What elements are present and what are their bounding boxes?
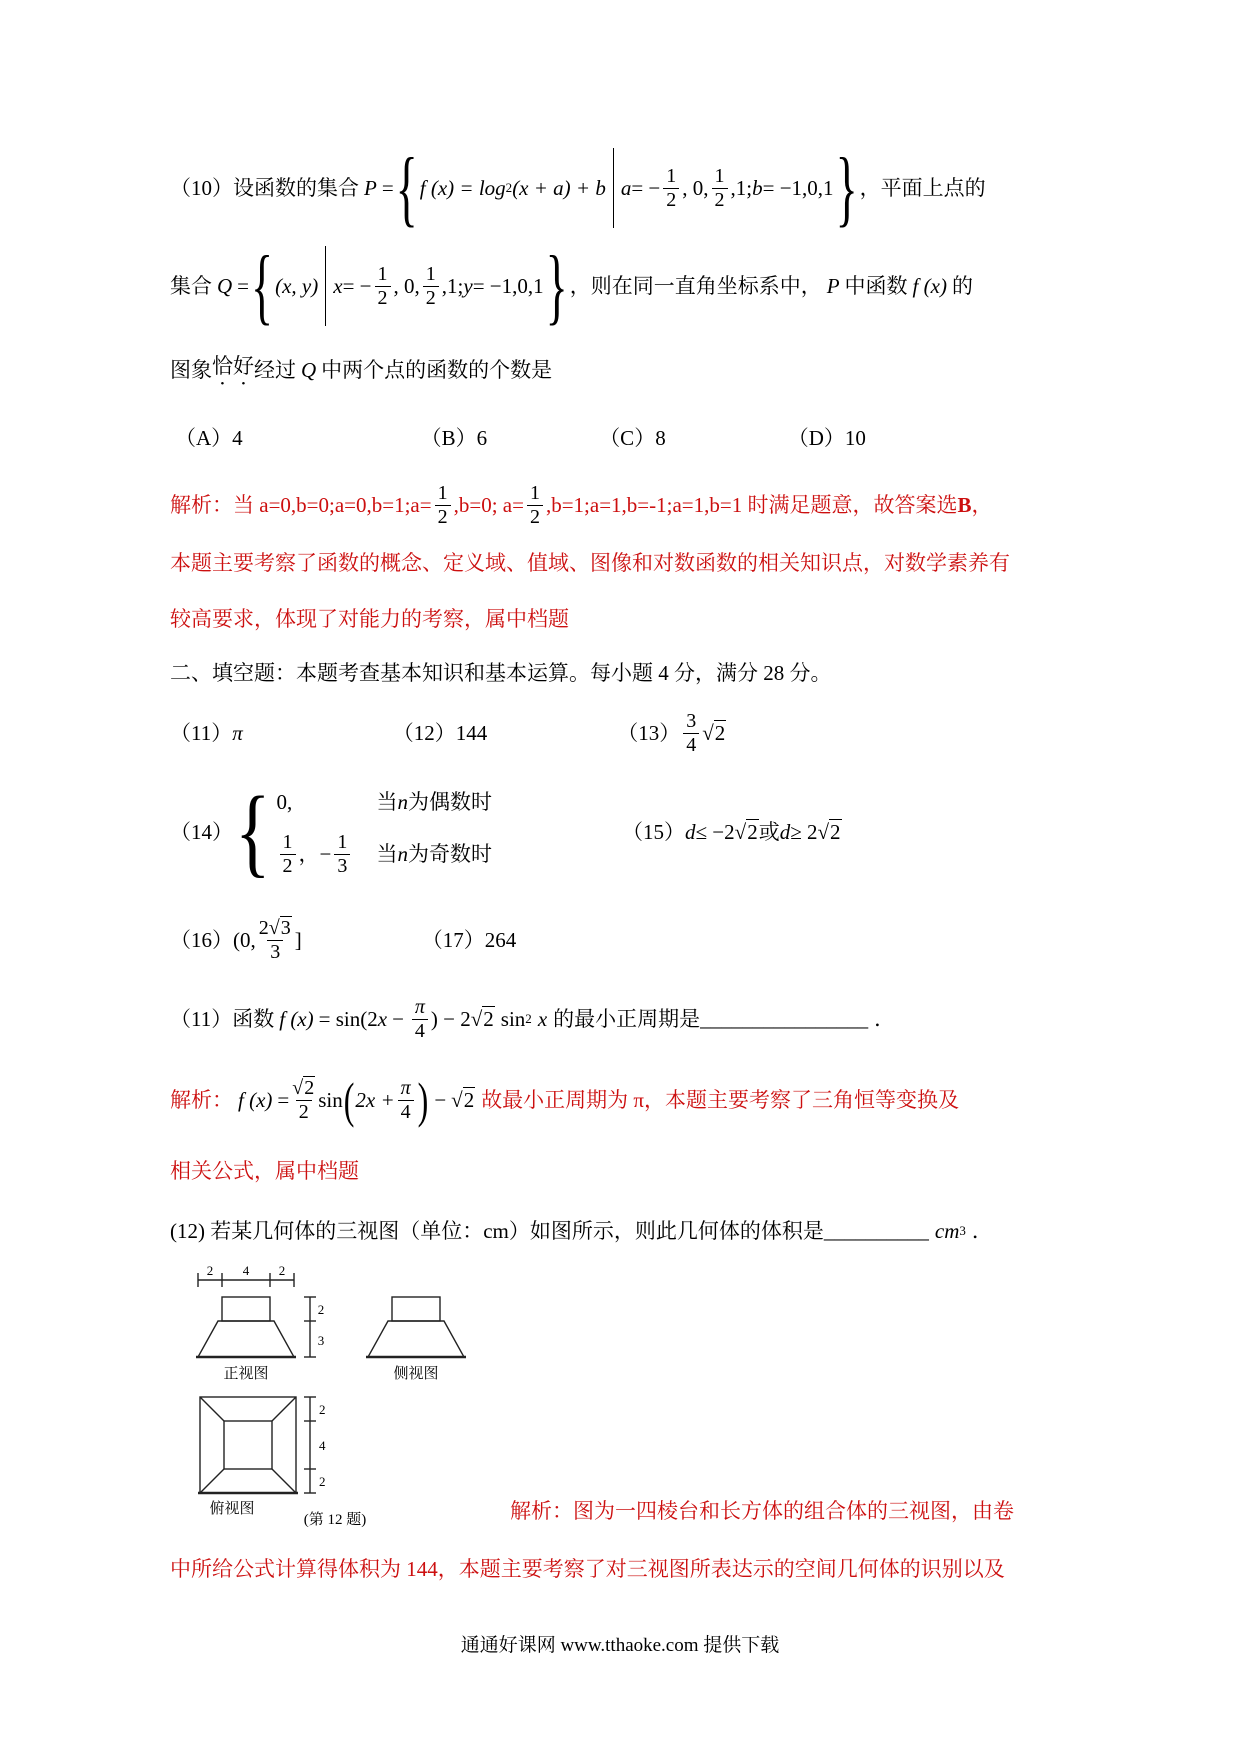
equals-sign: = bbox=[277, 1087, 290, 1112]
sqrt-2: √2 bbox=[451, 1087, 475, 1112]
fraction-one-half: $\frac{1}{2}$ bbox=[375, 263, 391, 309]
q12-analysis-line1: 解析：图为一四棱台和长方体的组合体的三视图，由卷 bbox=[510, 1499, 1014, 1523]
answer-12: （12）144 bbox=[392, 720, 488, 745]
minus-sign: − bbox=[434, 1087, 447, 1112]
answer-16-label: （16） bbox=[170, 927, 233, 952]
front-view-drawing bbox=[196, 1273, 316, 1357]
a-equals: = − bbox=[631, 175, 661, 200]
q10-line3-tail: 中两个点的函数的个数是 bbox=[321, 357, 553, 382]
analysis-text: ,b=0; a= bbox=[453, 492, 524, 517]
fraction-three-fourths: $\frac{3}{4}$ bbox=[683, 710, 699, 756]
var-P: P bbox=[364, 175, 377, 200]
q11-tail: 的最小正周期是 bbox=[553, 1006, 701, 1031]
analysis-text: 解析：当 a=0,b=0;a=0,b=1;a= bbox=[170, 492, 432, 517]
set-builder-bar bbox=[325, 246, 326, 326]
var-Q: Q bbox=[301, 357, 317, 382]
fx-notation: f (x) bbox=[279, 1006, 314, 1031]
sqrt-2: √2 bbox=[734, 819, 758, 844]
inner-expression: 2x + bbox=[355, 1087, 395, 1112]
q10-line1 bbox=[170, 139, 1085, 235]
top-view-label: 俯视图 bbox=[209, 1501, 255, 1517]
q10-line3-mid: 经过 bbox=[254, 357, 296, 382]
q10-line1-tail: ，平面上点的 bbox=[859, 175, 986, 200]
fx-notation: f (x) bbox=[912, 273, 947, 298]
dim-label: 2 bbox=[319, 1474, 326, 1489]
sqrt-2: √2 bbox=[702, 720, 726, 745]
fraction-one-half: $\frac{1}{2}$ bbox=[280, 831, 296, 877]
side-view-label: 侧视图 bbox=[393, 1366, 439, 1382]
three-view-diagram bbox=[170, 1262, 1085, 1530]
q10-line3 bbox=[170, 354, 1085, 386]
figure-caption: (第 12 题) bbox=[303, 1512, 367, 1528]
sqrt-2: √2 bbox=[817, 819, 841, 844]
option-d: （D）10 bbox=[787, 425, 866, 450]
q10-line2-tail2: 的 bbox=[951, 273, 973, 298]
analysis-text: ,b=1;a=1,b=-1;a=1,b=1 时满足题意，故答案选 bbox=[545, 492, 958, 517]
fraction-one-half: $\frac{1}{2}$ bbox=[712, 165, 728, 211]
point-xy: (x, y) bbox=[275, 273, 319, 298]
unit-cm: cm bbox=[934, 1218, 960, 1243]
fraction-root2-over-2: $\frac{√2}{2}$ bbox=[292, 1077, 315, 1123]
answer-16-open: (0, bbox=[233, 927, 256, 952]
dim-label: 4 bbox=[319, 1438, 326, 1453]
var-x: x bbox=[377, 1006, 388, 1031]
analysis-text: 故最小正周期为 π，本题主要考察了三角恒等变换及 bbox=[481, 1087, 960, 1112]
sin-exponent: 2 bbox=[525, 1010, 532, 1026]
fraction-one-half: $\frac{1}{2}$ bbox=[435, 482, 451, 528]
sqrt-2: √2 bbox=[292, 1077, 315, 1100]
set-builder-bar bbox=[613, 148, 614, 228]
q10-analysis-line2: 本题主要考察了函数的概念、定义域、值域、图像和对数函数的相关知识点，对数学素养有 bbox=[170, 551, 1010, 575]
answer-letter: B bbox=[957, 492, 972, 517]
q11-head: = sin(2 bbox=[318, 1006, 378, 1031]
q10-intro-text: （10）设函数的集合 bbox=[170, 175, 359, 200]
answer-blank: __________ bbox=[823, 1218, 929, 1243]
var-y: y bbox=[463, 273, 473, 298]
var-d: d bbox=[685, 819, 696, 844]
case-even-condition: 当n为偶数时 bbox=[376, 789, 493, 814]
front-view-dimensions bbox=[207, 1263, 325, 1348]
y-values: = −1,0,1 bbox=[472, 273, 544, 298]
option-a: （A）4 bbox=[175, 425, 243, 450]
period-mark: ． bbox=[874, 1006, 896, 1031]
emphasized-text: 恰好 bbox=[212, 353, 254, 378]
case-odd-value bbox=[277, 831, 377, 877]
case-odd-condition: 当n为奇数时 bbox=[376, 842, 493, 866]
answer-11-label: （11） bbox=[170, 720, 233, 745]
top-view-drawing bbox=[198, 1397, 316, 1493]
analysis-label: 解析： bbox=[170, 1087, 233, 1112]
var-b: b bbox=[752, 175, 763, 200]
var-d: d bbox=[779, 819, 791, 844]
fraction-2root3-over-3: 2 √3 3 bbox=[258, 917, 291, 963]
q12-text: (12) 若某几何体的三视图（单位：cm）如图所示，则此几何体的体积是 bbox=[170, 1218, 824, 1243]
right-brace: } bbox=[545, 237, 568, 333]
answers-row-2 bbox=[170, 768, 1085, 896]
answer-15-or: 或 bbox=[758, 819, 780, 844]
case-odd-sep: ，− bbox=[298, 842, 332, 866]
right-paren: ) bbox=[417, 1072, 429, 1128]
answer-11-value: π bbox=[232, 720, 243, 745]
q10-set-q-intro: 集合 bbox=[170, 273, 212, 298]
q12-line bbox=[170, 1214, 1085, 1248]
q10-analysis-line1 bbox=[170, 470, 1085, 540]
var-x: x bbox=[333, 273, 343, 298]
case-odd bbox=[277, 831, 493, 877]
x-equals: = − bbox=[342, 273, 372, 298]
b-values: = −1,0,1 bbox=[762, 175, 834, 200]
left-brace: { bbox=[395, 139, 418, 235]
fraction-pi-fourth: $\frac{\pi}{4}$ bbox=[398, 1077, 414, 1123]
section-2-header: 二、填空题：本题考查基本知识和基本运算。每小题 4 分，满分 28 分。 bbox=[170, 661, 832, 685]
x-list-mid: , 0, bbox=[393, 273, 420, 298]
q10-line2 bbox=[170, 237, 1085, 333]
unit-exponent: 3 bbox=[959, 1222, 966, 1238]
answer-14-label: （14） bbox=[170, 819, 233, 844]
q11-label: （11）函数 bbox=[170, 1006, 275, 1031]
q10-function-args: (x + a) + b bbox=[512, 175, 606, 200]
answer-15-label: （15） bbox=[622, 819, 686, 844]
var-a: a bbox=[620, 175, 632, 200]
log-base: 2 bbox=[505, 179, 513, 195]
page-footer: 通通好课网 www.tthaoke.com 提供下载 bbox=[460, 1635, 780, 1656]
fraction-one-half: $\frac{1}{2}$ bbox=[663, 165, 679, 211]
q11-analysis-line1 bbox=[170, 1064, 1085, 1136]
cases-brace: { bbox=[235, 776, 271, 888]
case-even bbox=[277, 787, 493, 817]
answers-row-1 bbox=[170, 704, 1085, 762]
q10-function-def: f (x) = log bbox=[419, 175, 506, 200]
q10-line2-mid: 中函数 bbox=[844, 273, 908, 298]
equals-sign: = bbox=[237, 273, 250, 298]
top-view-dimensions bbox=[319, 1402, 326, 1489]
q10-line2-tail1: ，则在同一直角坐标系中， bbox=[569, 273, 822, 298]
answer-15 bbox=[622, 817, 841, 847]
var-x: x bbox=[537, 1006, 548, 1031]
var-P: P bbox=[826, 273, 840, 298]
fraction-pi-fourth: $\frac{\pi}{4}$ bbox=[412, 996, 428, 1042]
answer-13-label: （13） bbox=[617, 720, 681, 745]
document-content bbox=[170, 139, 1085, 1586]
fraction-one-third: $\frac{1}{3}$ bbox=[334, 831, 350, 877]
q10-analysis-line3: 较高要求，体现了对能力的考察，属中档题 bbox=[170, 607, 569, 631]
sqrt-2: √2 bbox=[470, 1006, 494, 1031]
fraction-one-half: $\frac{1}{2}$ bbox=[423, 263, 439, 309]
sqrt-3: √3 bbox=[268, 917, 291, 940]
q12-analysis-line2: 中所给公式计算得体积为 144，本题主要考察了对三视图所表达示的空间几何体的识别以及 bbox=[170, 1557, 1005, 1581]
option-b: （B）6 bbox=[420, 425, 488, 450]
side-view-drawing bbox=[366, 1297, 466, 1357]
answers-row-3 bbox=[170, 906, 1085, 974]
answer-16-close: ] bbox=[294, 927, 302, 952]
right-brace: } bbox=[835, 139, 858, 235]
minus-sign: − bbox=[392, 1006, 404, 1031]
q11-line bbox=[170, 990, 1085, 1048]
front-view-label: 正视图 bbox=[223, 1366, 269, 1382]
dim-label: 2 bbox=[278, 1263, 286, 1278]
answer-17: （17）264 bbox=[421, 927, 517, 952]
case-even-value: 0, bbox=[276, 789, 293, 814]
answer-15-le: ≤ −2 bbox=[695, 819, 735, 844]
dim-label: 2 bbox=[206, 1263, 214, 1278]
var-Q: Q bbox=[217, 273, 233, 298]
q10-options-row bbox=[170, 422, 1085, 454]
left-paren: ( bbox=[343, 1072, 355, 1128]
sin-text: sin bbox=[318, 1087, 343, 1112]
option-c: （C）8 bbox=[599, 425, 666, 450]
a-list-mid: , 0, bbox=[682, 175, 709, 200]
sin-text: sin bbox=[500, 1006, 526, 1031]
dim-label: 3 bbox=[317, 1333, 325, 1348]
left-brace: { bbox=[251, 237, 274, 333]
dim-label: 4 bbox=[242, 1263, 250, 1278]
piecewise-cases bbox=[277, 787, 493, 877]
period-mark: ． bbox=[971, 1218, 993, 1243]
equals-sign: = bbox=[381, 175, 394, 200]
dim-label: 2 bbox=[317, 1302, 325, 1317]
a-list-tail: ,1; bbox=[730, 175, 753, 200]
q11-close: ) − 2 bbox=[430, 1006, 471, 1031]
answer-blank: ________________ bbox=[700, 1006, 869, 1031]
x-list-tail: ,1; bbox=[441, 273, 464, 298]
fraction-one-half: $\frac{1}{2}$ bbox=[527, 482, 543, 528]
q10-line3-pre: 图象 bbox=[170, 357, 212, 382]
dim-label: 2 bbox=[319, 1402, 326, 1417]
answer-15-ge: ≥ 2 bbox=[790, 819, 818, 844]
fx-notation: f (x) bbox=[238, 1087, 273, 1112]
analysis-text: ， bbox=[971, 492, 993, 517]
three-view-figure bbox=[170, 1262, 640, 1530]
q11-analysis-line2: 相关公式，属中档题 bbox=[170, 1159, 359, 1183]
